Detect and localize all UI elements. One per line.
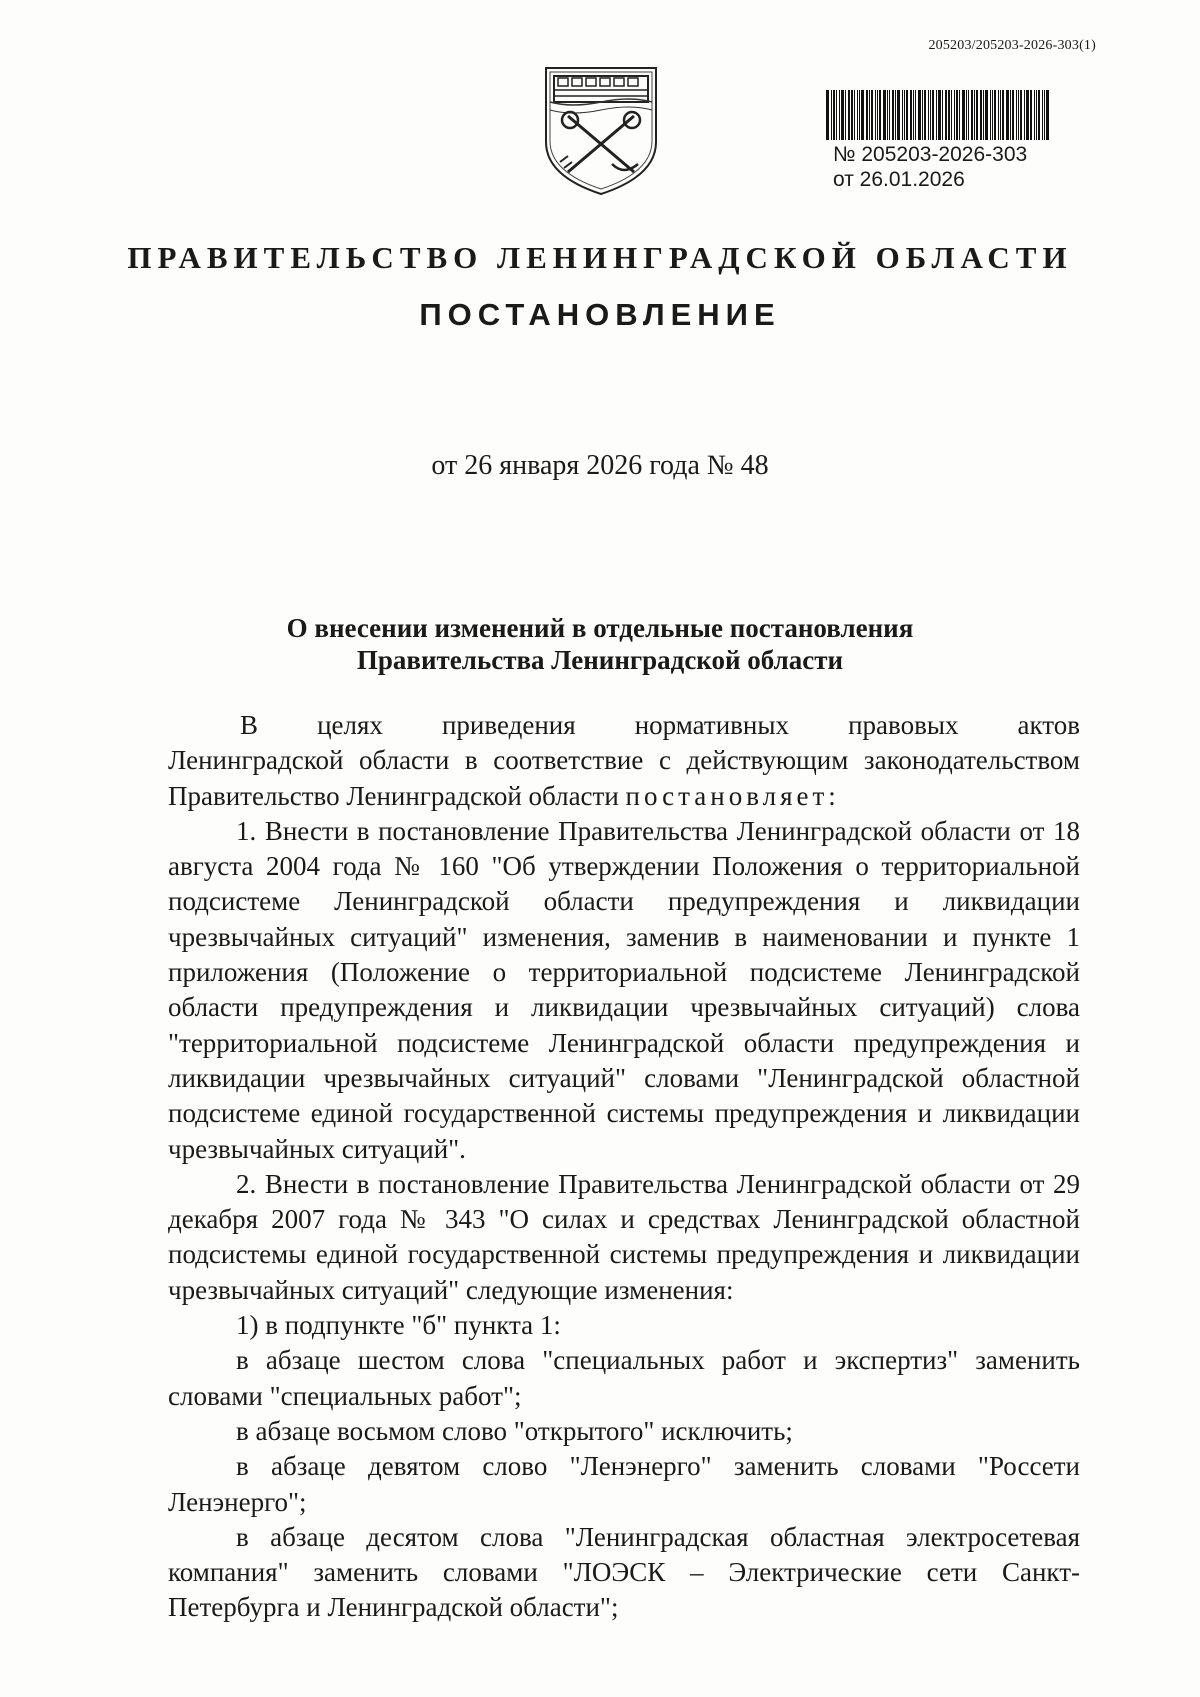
- intro-line-1: В целях приведения нормативных правовых актов: [240, 710, 1080, 740]
- intro-line-3: [168, 779, 1080, 814]
- government-title: ПРАВИТЕЛЬСТВО ЛЕНИНГРАДСКОЙ ОБЛАСТИ: [127, 240, 1073, 275]
- barcode-bar: [1000, 90, 1001, 140]
- barcode-bar: [826, 90, 829, 140]
- barcode-bar: [833, 90, 835, 140]
- intro-government: Правительство Ленинградской области: [168, 780, 619, 811]
- barcode-bar: [1006, 90, 1009, 140]
- registration-date: от 26.01.2026: [833, 168, 965, 191]
- barcode-bar: [875, 90, 876, 140]
- barcode-bar: [1016, 90, 1017, 140]
- barcode-bar: [861, 90, 864, 140]
- barcode-bar: [854, 90, 855, 140]
- barcode-bar: [892, 90, 894, 140]
- barcode-bar: [1042, 90, 1043, 140]
- barcode-bar: [945, 90, 947, 140]
- barcode-bar: [879, 90, 881, 140]
- barcode-bar: [877, 90, 878, 140]
- barcode-bar: [883, 90, 886, 140]
- barcode-bar: [857, 90, 858, 140]
- barcode-bar: [976, 90, 978, 140]
- barcode-bar: [845, 90, 846, 140]
- barcode-bar: [938, 90, 941, 140]
- barcode-bar: [913, 90, 914, 140]
- decree-subject: [0, 612, 1200, 676]
- barcode-bar: [951, 90, 952, 140]
- barcode-bar: [930, 90, 931, 140]
- barcode-bar: [954, 90, 955, 140]
- barcode-bar: [985, 90, 988, 140]
- barcode-bar: [971, 90, 973, 140]
- barcode-bar: [966, 90, 967, 140]
- barcode-bar: [895, 90, 896, 140]
- barcode-bar: [992, 90, 993, 140]
- barcode-bar: [983, 90, 984, 140]
- barcode-bar: [980, 90, 982, 140]
- document-type-title: ПОСТАНОВЛЕНИЕ: [419, 297, 781, 332]
- barcode-bar: [1010, 90, 1011, 140]
- barcode-bar: [869, 90, 870, 140]
- paragraph-2: 2. Внести в постановление Правительства Ленинградской области от 29 декабря 2007 года № 343 "О силах и средствах Ленинградской областной подсистемы единой государственной системы предупреждения и ликвидации чрезвычайных ситуаций" следующие изменения:: [168, 1168, 1080, 1305]
- registration-number: № 205203-2026-303: [833, 143, 1028, 166]
- intro-line-2: Ленинградской области в соответствие с действующим законодательством: [168, 745, 1080, 776]
- barcode-bar: [906, 90, 908, 140]
- barcode-bar: [922, 90, 923, 140]
- barcode-bar: [956, 90, 958, 140]
- barcode-bar: [1046, 90, 1049, 140]
- barcode-bar: [897, 90, 900, 140]
- barcode-bar: [1018, 90, 1019, 140]
- barcode-bar: [924, 90, 926, 140]
- barcode-bar: [831, 90, 832, 140]
- barcode-bar: [962, 90, 965, 140]
- barcode-bar: [1034, 90, 1035, 140]
- paragraph-2-sub-1: 1) в подпункте "б" пункта 1:: [236, 1310, 561, 1341]
- paragraph-1: 1. Внести в постановление Правительства Ленинградской области от 18 августа 2004 года № 160 "Об утверждении Положения о территориальной подсистеме Ленинградской области предупреждения и ликвидации чрезвычайных ситуаций" изменения, заменив в наименовании и пункте 1 приложения (Положение о территориальной подсистеме Ленинградской области предупреждения и ликвидации чрезвычайных ситуаций) слова "территориальной подсистеме Ленинградской области предупреждения и ликвидации чрезвычайных ситуаций" словами "Ленинградской областной подсистеме единой государственной системы предупреждения и ликвидации чрезвычайных ситуаций".: [168, 815, 1080, 1164]
- barcode-bar: [887, 90, 888, 140]
- barcode-bar: [851, 90, 853, 140]
- barcode-bar: [1026, 90, 1029, 140]
- barcode-bar: [928, 90, 929, 140]
- decree-body: [168, 708, 1080, 1626]
- barcode-bar: [918, 90, 921, 140]
- subject-line-1: О внесении изменений в отдельные постановления: [286, 613, 914, 643]
- barcode-bar: [990, 90, 991, 140]
- decree-date-number: от 26 января 2026 года № 48: [431, 450, 769, 481]
- barcode-bar: [948, 90, 950, 140]
- paragraph-2-item-b: в абзаце восьмом слово "открытого" исключить;: [236, 1415, 793, 1446]
- barcode-bar: [998, 90, 999, 140]
- barcode-bar: [1036, 90, 1037, 140]
- barcode-bar: [848, 90, 850, 140]
- barcode-bar: [974, 90, 975, 140]
- registration-block: [833, 142, 1027, 192]
- barcode-bar: [932, 90, 934, 140]
- barcode-bar: [915, 90, 916, 140]
- barcode-bar: [859, 90, 860, 140]
- barcode-bar: [1020, 90, 1022, 140]
- barcode-bar: [1044, 90, 1045, 140]
- file-id-stamp: 205203/205203-2026-303(1): [928, 38, 1096, 53]
- barcode-bar: [836, 90, 837, 140]
- barcode-bar: [871, 90, 873, 140]
- barcode-bar: [902, 90, 903, 140]
- barcode-bar: [959, 90, 960, 140]
- barcode-bar: [968, 90, 969, 140]
- barcode-bar: [904, 90, 905, 140]
- barcode-bar: [889, 90, 890, 140]
- barcode-bar: [1024, 90, 1025, 140]
- barcode-bar: [841, 90, 844, 140]
- paragraph-2-item-c: в абзаце девятом слово "Ленэнерго" заменить словами "Россети Ленэнерго";: [168, 1451, 1080, 1517]
- barcode-bar: [1002, 90, 1004, 140]
- barcode: [826, 90, 1094, 140]
- barcode-bar: [910, 90, 912, 140]
- barcode-bar: [1030, 90, 1032, 140]
- barcode-bar: [1038, 90, 1040, 140]
- paragraph-2-item-d: в абзаце десятом слова "Ленинградская областная электросетевая компания" заменить словами "ЛОЭСК – Электрические сети Санкт-Петербурга и Ленинградской области";: [168, 1521, 1080, 1623]
- barcode-bar: [942, 90, 943, 140]
- subject-line-2: Правительства Ленинградской области: [356, 645, 844, 675]
- barcode-bar: [866, 90, 868, 140]
- barcode-bar: [839, 90, 840, 140]
- barcode-bar: [1012, 90, 1014, 140]
- barcode-bar: [994, 90, 996, 140]
- decree-word: постановляет:: [625, 780, 840, 811]
- paragraph-2-item-a: в абзаце шестом слова "специальных работ и экспертиз" заменить словами "специальных работ";: [168, 1345, 1080, 1411]
- coat-of-arms-icon: [542, 64, 660, 196]
- barcode-bar: [936, 90, 937, 140]
